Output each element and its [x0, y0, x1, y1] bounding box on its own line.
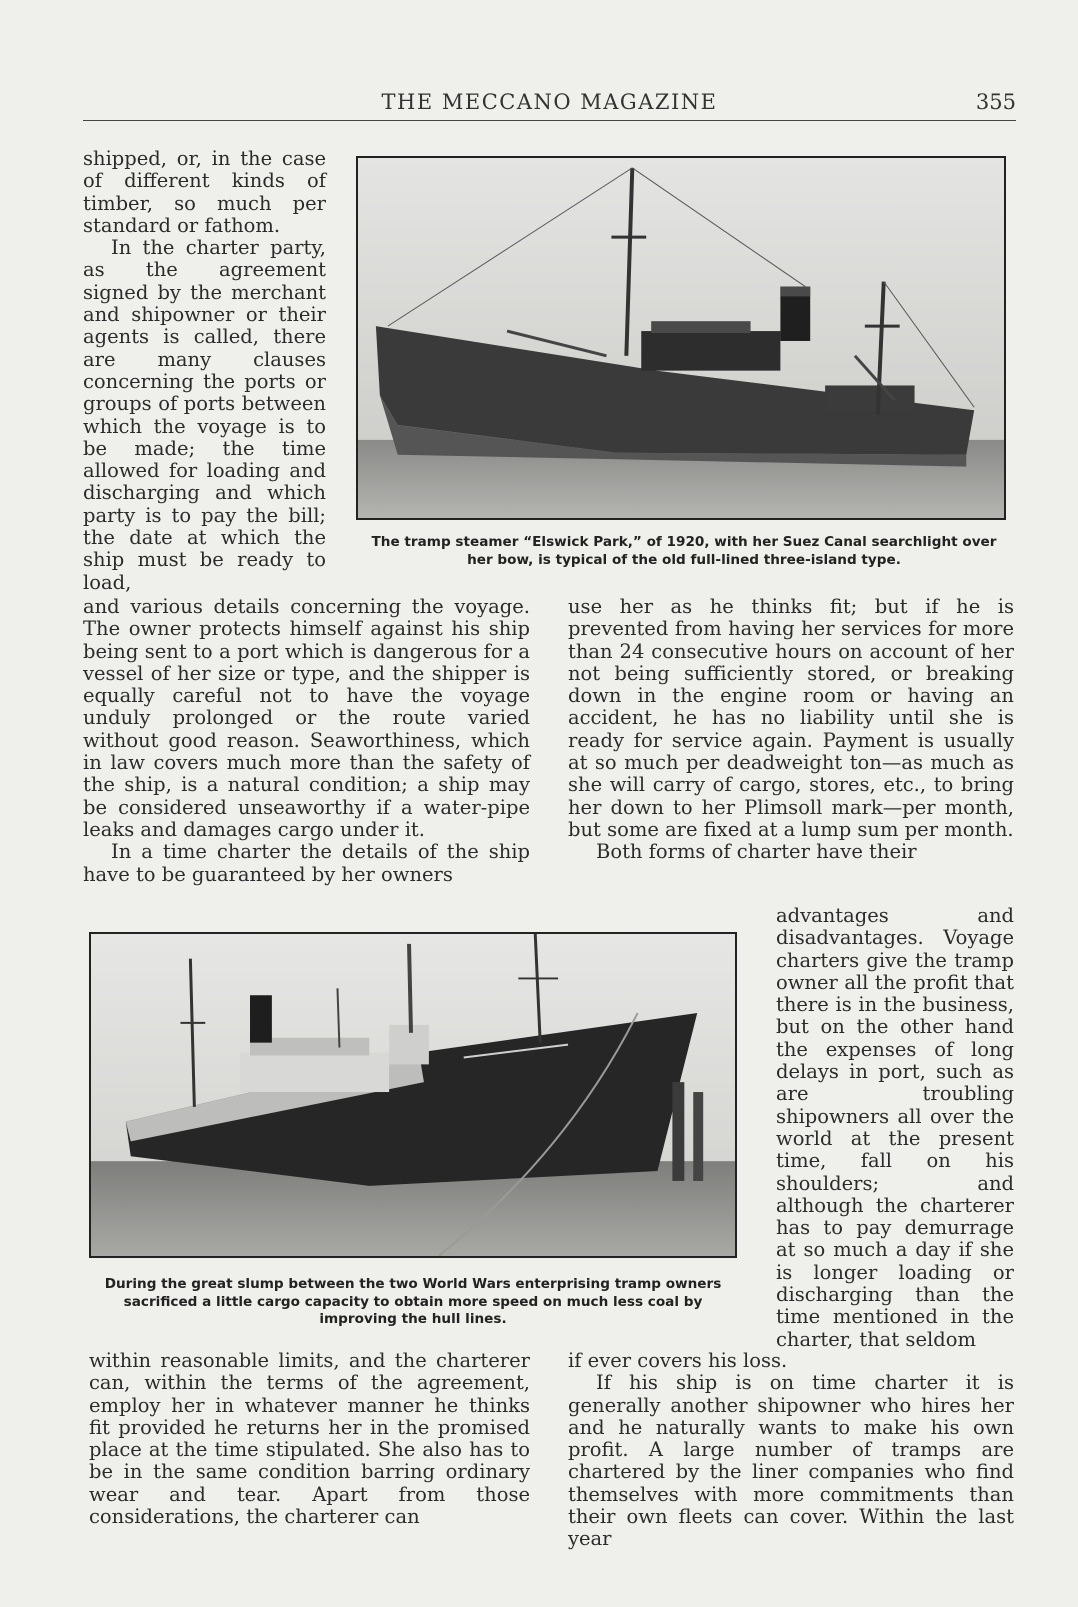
column-mid-right: [568, 596, 1014, 864]
column-bottom-right: [568, 1350, 1014, 1551]
bottom-photo-caption: During the great slump between the two World Wars enterprising tramp owners sacrificed a little cargo capacity to obtain more speed on much less coal by improving the hull lines.: [104, 1276, 722, 1327]
top-ship-photo: [356, 156, 1006, 520]
paragraph: In the charter party, as the agreement signed by the merchant and shipowner or their agents is called, there are many clauses concerning the ports or groups of ports between which the voyage is to be made; the time allowed for loading and discharging and which party is to pay the bill; the date at which the ship must be ready to load,: [83, 236, 326, 594]
paragraph: If his ship is on time charter it is generally another shipowner who hires her and he naturally wants to make his own profit. A large number of tramps are chartered by the liner companies who find themselves with more commitments than their own fleets can cover. Within the last year: [568, 1371, 1014, 1551]
paragraph: Both forms of charter have their: [596, 840, 917, 864]
column-right-narrow: [776, 905, 1014, 1351]
page-number: 355: [975, 90, 1016, 114]
paragraph: In a time charter the details of the ship have to be guaranteed by her owners: [83, 840, 530, 886]
top-photo-caption: The tramp steamer “Elswick Park,” of 1920, with her Suez Canal searchlight over her bow, is typical of the old full-lined three-island type.: [371, 534, 997, 568]
page-header: [83, 88, 1016, 121]
paragraph: shipped, or, in the case of different kinds of timber, so much per standard or fathom.: [83, 147, 326, 237]
paragraph: use her as he thinks fit; but if he is prevented from having her services for more than 24 consecutive hours on account of her not being sufficiently stored, or breaking down in the engine room or having an accident, he has no liability until she is ready for service again. Payment is usually at so much per deadweight ton—as much as she will carry of cargo, stores, etc., to bring her down to her Plimsoll mark—per month, but some are fixed at a lump sum per month.: [568, 595, 1014, 841]
paragraph: and various details concerning the voyage. The owner protects himself against his ship being sent to a port which is dangerous for a vessel of her size or type, and the shipper is equally careful not to have the voyage unduly prolonged or the route varied without good reason. Seaworthiness, which in law covers much more than the safety of the ship, is a natural condition; a ship may be considered unseaworthy if a water-pipe leaks and damages cargo under it.: [83, 595, 530, 841]
magazine-title: THE MECCANO MAGAZINE: [381, 90, 718, 114]
column-mid-left: [83, 596, 530, 886]
column-top-left: [83, 148, 326, 594]
bottom-ship-photo: [89, 932, 737, 1258]
paragraph: advantages and disadvantages. Voyage charters give the tramp owner all the profit that there is in the business, but on the other hand the expenses of long delays in port, such as are troubling shipowners all over the world at the present time, fall on his shoulders; and although the charterer has to pay demurrage at so much a day if she is longer loading or discharging than the time mentioned in the charter, that seldom: [776, 904, 1014, 1351]
steamship-photo-icon: [358, 158, 1004, 518]
column-bottom-left: [89, 1350, 530, 1528]
paragraph: within reasonable limits, and the charterer can, within the terms of the agreement, employ her in whatever manner he thinks fit provided he returns her in the promised place at the time stipulated. She also has to be in the same condition barring ordinary wear and tear. Apart from those considerations, the charterer can: [89, 1349, 530, 1529]
steamship-photo-icon: [91, 934, 735, 1256]
paragraph: if ever covers his loss.: [568, 1349, 788, 1372]
